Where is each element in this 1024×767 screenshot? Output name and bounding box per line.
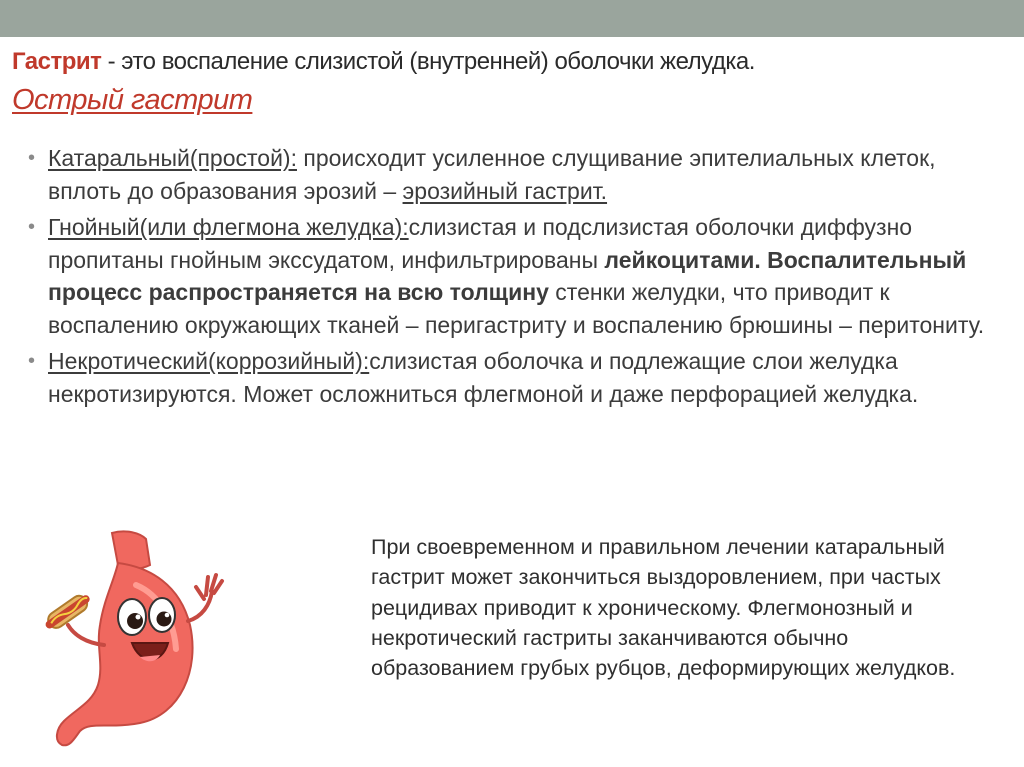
page-title [12, 48, 1012, 76]
top-bar [0, 0, 1024, 37]
bullet-tail: эрозийный гастрит. [402, 177, 608, 204]
bullet-text: слизистая и подслизистая оболочки диффузно пропитаны гнойным экссудатом, инфильтрированы [48, 214, 913, 273]
bullet-necrotic [28, 345, 1013, 410]
bullet-list [28, 142, 1013, 414]
stomach-mascot-icon [40, 525, 240, 750]
bullet-dot-icon: • [28, 350, 36, 372]
treatment-note: При своевременном и правильном лечении катаральный гастрит может закончиться выздоровлением, при частых рецидивах приводит к хроническому. Флегмонозный и некротический гастриты заканчиваются обычно образованием грубых рубцов, деформирующих желудков. [371, 535, 956, 681]
title-term: Гастрит [12, 48, 102, 75]
section-subtitle: Острый гастрит [12, 84, 253, 116]
bullet-text: слизистая оболочка и подлежащие слои желудка некротизируются. Может осложниться флегмоной и даже перфорацией желудка. [48, 348, 919, 407]
bullet-dot-icon: • [28, 147, 36, 169]
bullet-dot-icon: • [28, 216, 36, 238]
bullet-purulent [28, 211, 1013, 341]
bullet-term: Гнойный(или флегмона желудка): [48, 214, 409, 240]
bullet-term: Некротический(коррозийный): [48, 348, 370, 374]
title-definition: - это воспаление слизистой (внутренней) оболочки желудка. [101, 48, 755, 75]
bullet-bold-text: лейкоцитами. Воспалительный процесс распространяется на всю толщину [48, 246, 967, 305]
bullet-tail: стенки желудки, что приводит к воспалению окружающих тканей – перигастриту и воспалению брюшины – перитониту. [48, 279, 985, 338]
bullet-text: происходит усиленное слущивание эпителиальных клеток, вплоть до образования эрозий – [48, 145, 936, 204]
bullet-catarrhal [28, 142, 1013, 207]
bullet-term: Катаральный(простой): [48, 145, 297, 171]
